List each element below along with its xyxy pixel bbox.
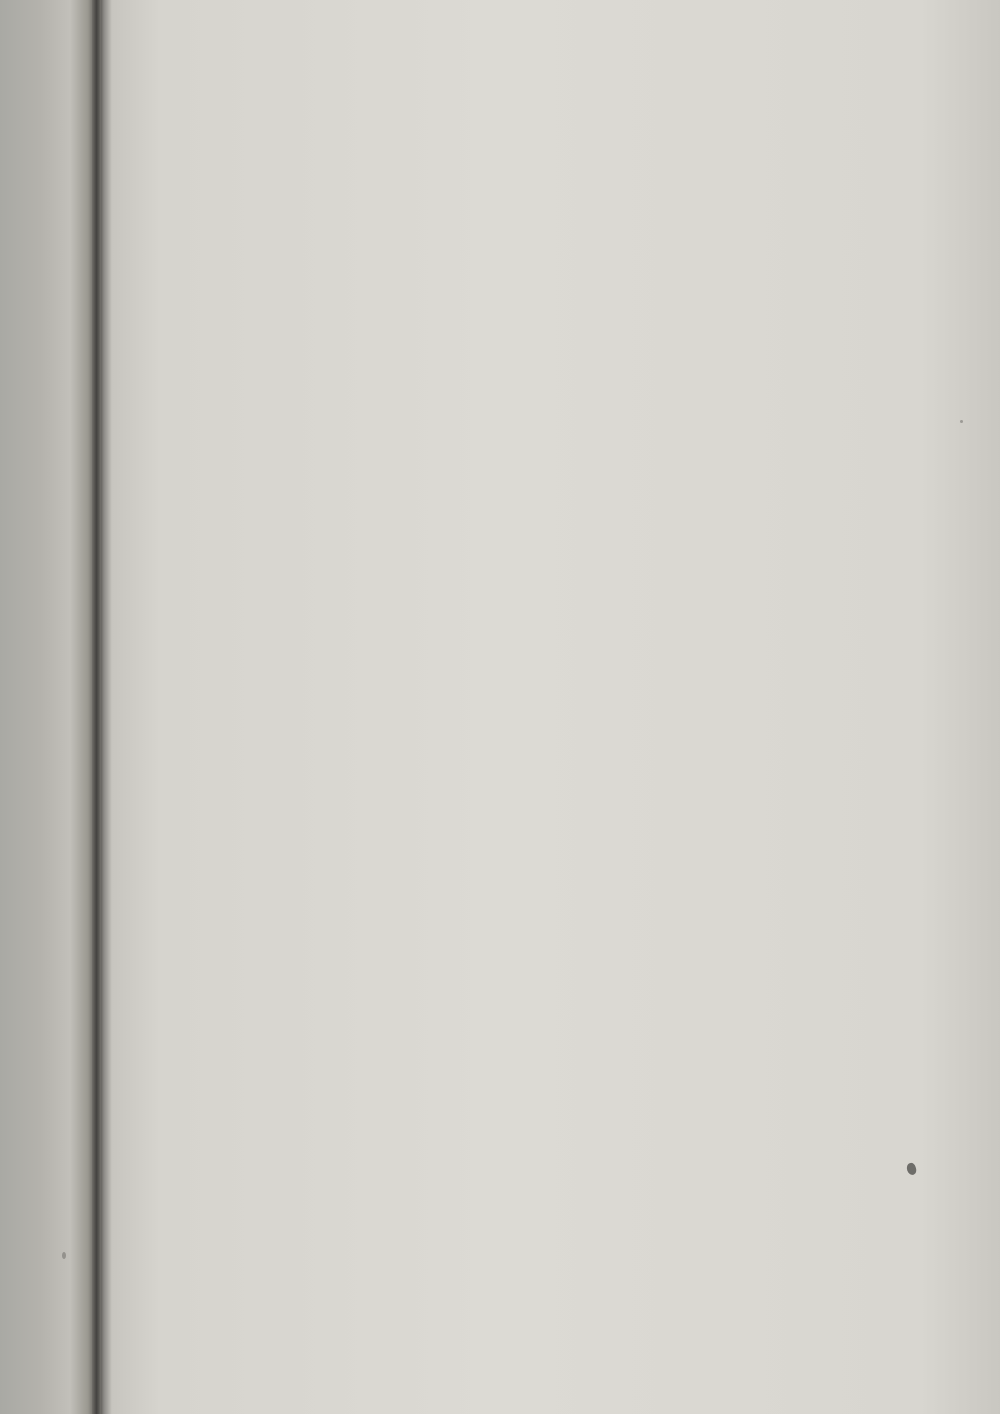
ink-blot [905, 1162, 917, 1176]
book-spine [92, 0, 101, 1414]
running-head [112, 34, 972, 58]
page-content [112, 0, 972, 1414]
scan-speck [62, 1252, 66, 1259]
